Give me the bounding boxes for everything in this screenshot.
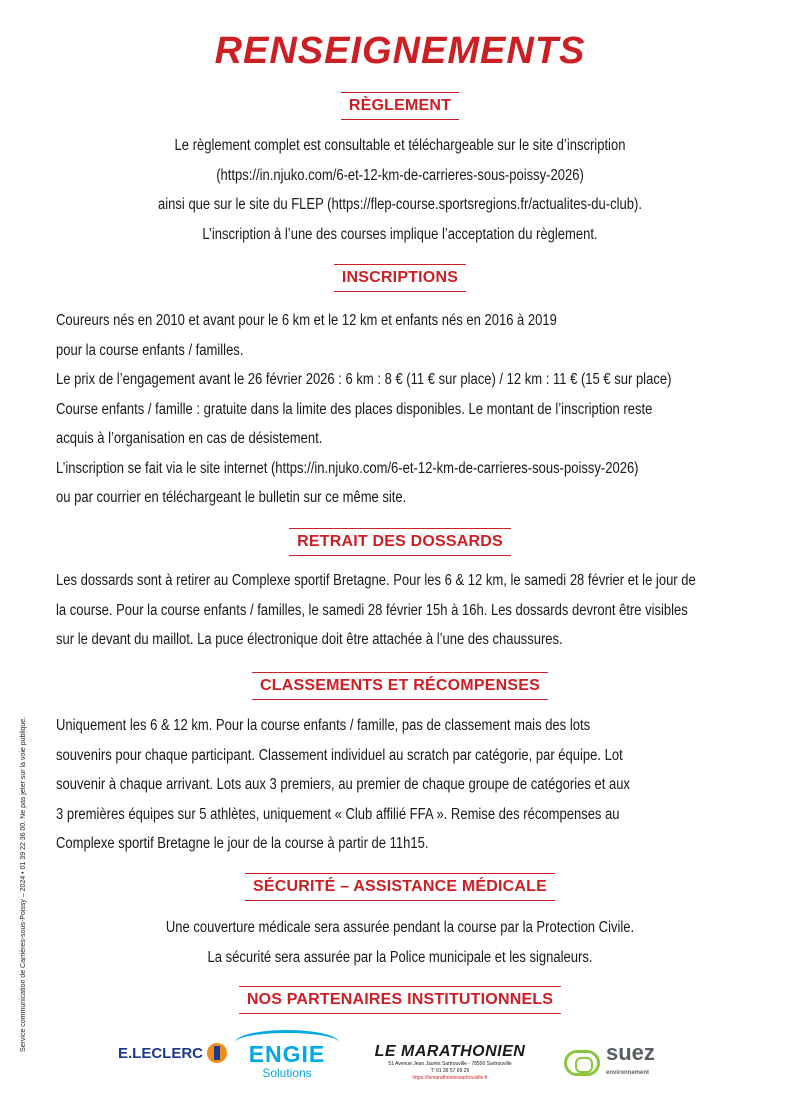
engie-wordmark: ENGIE bbox=[248, 1041, 326, 1067]
dossards-line: sur le devant du maillot. La puce électronique doit être attachée à l’une des chaussures. bbox=[56, 631, 563, 648]
securite-line: Une couverture médicale sera assurée pendant la course par la Protection Civile. bbox=[165, 919, 635, 936]
reglement-line: L’inscription à l’une des courses implique l’acceptation du règlement. bbox=[202, 225, 598, 243]
inscriptions-line: ou par courrier en téléchargeant le bulletin sur ce même site. bbox=[56, 489, 407, 506]
dossards-text bbox=[56, 566, 696, 655]
section-heading-classements: CLASSEMENTS ET RÉCOMPENSES bbox=[0, 672, 800, 700]
classements-line: 3 premières équipes sur 5 athlètes, uniquement « Club affilié FFA ». Remise des récompenses au bbox=[56, 805, 620, 823]
reglement-line: Le règlement complet est consultable et téléchargeable sur le site d’inscription bbox=[174, 137, 626, 154]
securite-line: La sécurité sera assurée par la Police municipale et les signaleurs. bbox=[207, 948, 593, 966]
dossards-line: Les dossards sont à retirer au Complexe sportif Bretagne. Pour les 6 & 12 km, le samedi 28 février et le jour de bbox=[56, 572, 696, 589]
reglement-line: (https://in.njuko.com/6-et-12-km-de-carrieres-sous-poissy-2026) bbox=[216, 166, 584, 184]
marathonien-wordmark: LE MARATHONIEN bbox=[374, 1043, 526, 1060]
inscriptions-line: L’inscription se fait via le site internet (https://in.njuko.com/6-et-12-km-de-carrieres-sous-poissy-2026) bbox=[56, 459, 639, 477]
suez-logo bbox=[564, 1040, 655, 1083]
section-heading-reglement: RÈGLEMENT bbox=[0, 92, 800, 120]
suez-wordmark: suez environnement bbox=[606, 1043, 655, 1083]
leclerc-wordmark: E.LECLERC bbox=[118, 1044, 204, 1062]
leclerc-mark-icon bbox=[207, 1043, 227, 1063]
dossards-line: la course. Pour la course enfants / familles, le samedi 28 février 15h à 16h. Les dossards devront être visibles bbox=[56, 601, 688, 619]
section-heading-partenaires: NOS PARTENAIRES INSTITUTIONNELS bbox=[0, 986, 800, 1014]
inscriptions-line: Le prix de l’engagement avant le 26 février 2026 : 6 km : 8 € (11 € sur place) / 12 km : 11 € (15 € sur place) bbox=[56, 371, 672, 388]
inscriptions-text bbox=[56, 306, 671, 513]
section-heading-securite: SÉCURITÉ – ASSISTANCE MÉDICALE bbox=[0, 873, 800, 901]
suez-subtitle: environnement bbox=[606, 1070, 650, 1076]
inscriptions-line: Course enfants / famille : gratuite dans la limite des places disponibles. Le montant de l’inscription reste bbox=[56, 400, 653, 418]
marathonien-phone: T: 01 39 57 69 29 bbox=[430, 1068, 470, 1074]
leclerc-logo bbox=[118, 1043, 227, 1063]
reglement-text bbox=[158, 131, 642, 249]
engie-subtitle: Solutions bbox=[262, 1066, 312, 1080]
suez-swirl-icon bbox=[564, 1050, 600, 1076]
inscriptions-line: Coureurs nés en 2010 et avant pour le 6 km et le 12 km et enfants nés en 2016 à 2019 bbox=[56, 312, 557, 329]
legal-side-note: Service communication de Carrières-sous-Poissy – 2024 • 01 39 22 36 00. Ne pas jeter sur la voie publique. bbox=[20, 716, 27, 1052]
inscriptions-line: pour la course enfants / familles. bbox=[56, 341, 244, 359]
section-heading-dossards: RETRAIT DES DOSSARDS bbox=[0, 528, 800, 556]
inscriptions-line: acquis à l’organisation en cas de désistement. bbox=[56, 430, 323, 447]
classements-text bbox=[56, 711, 630, 859]
classements-line: Complexe sportif Bretagne le jour de la course à partir de 11h15. bbox=[56, 835, 429, 852]
reglement-line: ainsi que sur le site du FLEP (https://flep-course.sportsregions.fr/actualites-du-club). bbox=[158, 196, 642, 213]
securite-text bbox=[166, 913, 634, 972]
classements-line: souvenir à chaque arrivant. Lots aux 3 premiers, au premier de chaque groupe de catégories et aux bbox=[56, 776, 630, 793]
marathonien-logo bbox=[360, 1043, 540, 1081]
page-title: RENSEIGNEMENTS bbox=[214, 30, 586, 72]
marathonien-address: 51 Avenue Jean Jaurès Sartrouville - 78500 Sartrouville bbox=[388, 1061, 512, 1067]
section-heading-inscriptions: INSCRIPTIONS bbox=[0, 264, 800, 292]
engie-logo bbox=[228, 1030, 346, 1080]
marathonien-url: https://lemarathoniensartrouville.fr bbox=[412, 1075, 488, 1081]
classements-line: Uniquement les 6 & 12 km. Pour la course enfants / famille, pas de classement mais des lots bbox=[56, 717, 591, 734]
classements-line: souvenirs pour chaque participant. Classement individuel au scratch par catégorie, par équipe. Lot bbox=[56, 746, 623, 764]
